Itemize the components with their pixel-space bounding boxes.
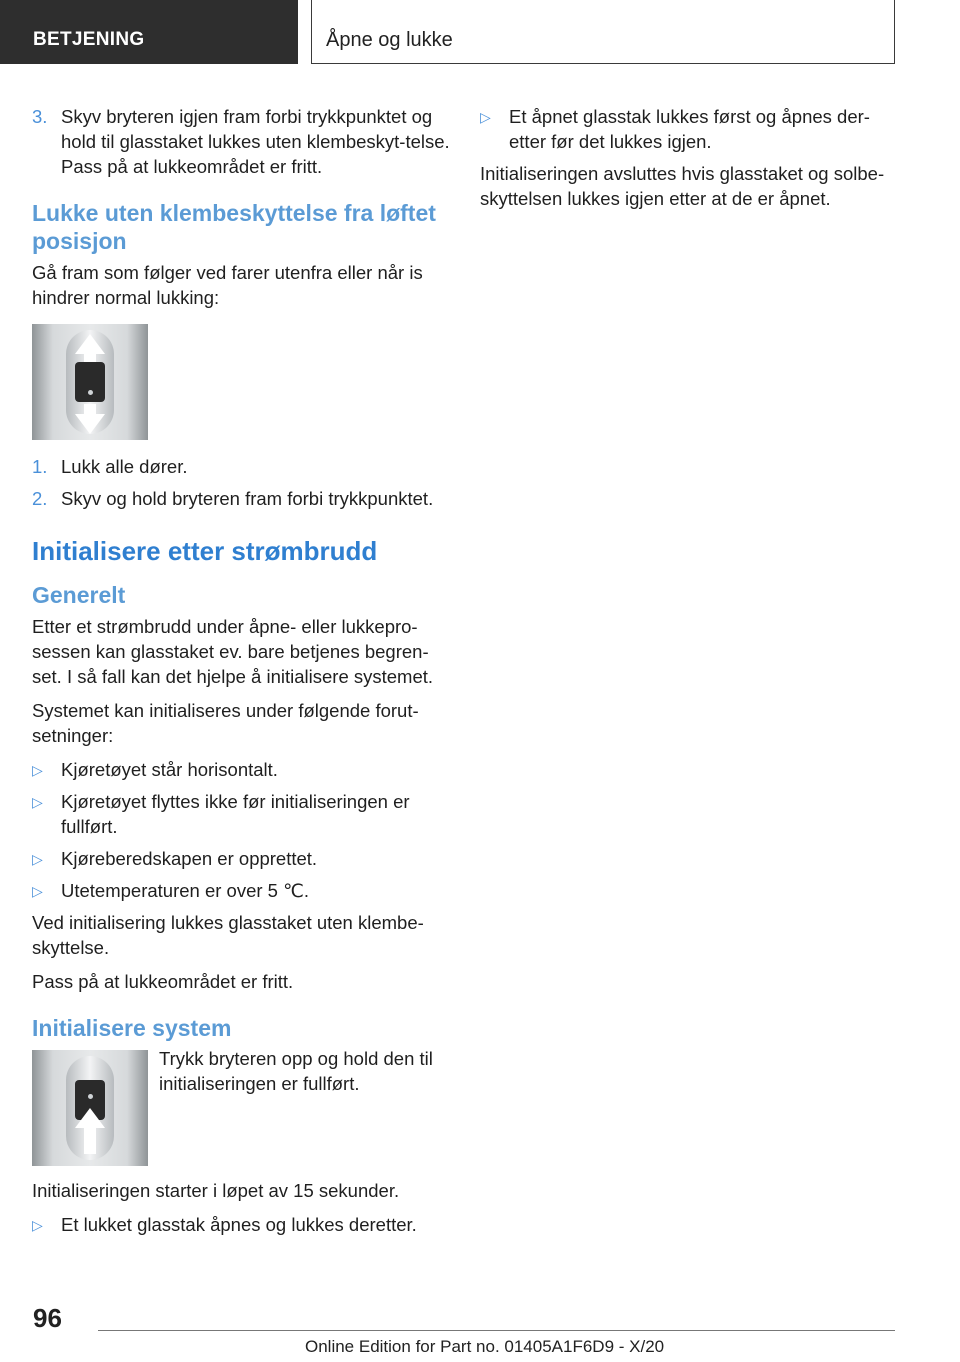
paragraph-init-start: Initialiseringen starter i løpet av 15 sekunder. [32,1180,400,1201]
paragraph-general-1: Etter et strømbrudd under åpne- eller lukkepro-sessen kan glasstaket ev. bare betjenes begren-set. I så fall kan det hjelpe å initialisere systemet. [32,616,434,687]
step-text: Lukk alle dører. [61,456,188,477]
step-2 [32,486,452,511]
paragraph-close-lifted: Gå fram som følger ved farer utenfra eller når is hindrer normal lukking: [32,262,423,308]
paragraph-general-4: Pass på at lukkeområdet er fritt. [32,971,294,992]
step-number: 2. [32,488,48,509]
step-text: Skyv og hold bryteren fram forbi trykkpunktet. [61,488,434,509]
condition-item [32,878,452,903]
heading-close-lifted: Lukke uten klembeskyttelse fra løftet posisjon [32,200,436,254]
condition-text: Kjøretøyet står horisontalt. [61,759,278,780]
bullet-item [32,1212,452,1237]
bullet-text: Et åpnet glasstak lukkes først og åpnes der-etter før det lukkes igjen. [509,106,870,152]
condition-item [32,846,452,871]
section-label: BETJENING [33,29,145,50]
paragraph-general-2: Systemet kan initialiseres under følgende forut-setninger: [32,700,419,746]
step-text: Skyv bryteren igjen fram forbi trykkpunktet og hold til glasstaket lukkes uten klembeskyt-telse. Pass på at lukkeområdet er fritt. [61,106,450,177]
chapter-title: Åpne og lukke [326,29,453,51]
condition-item [32,757,452,782]
step-1 [32,454,452,479]
switch-illustration-up [32,1050,148,1166]
condition-item [32,789,452,839]
heading-init-after-outage: Initialisere etter strømbrudd [32,536,378,566]
right-column [480,104,900,220]
step-number: 3. [32,106,48,127]
bullet-triangle-icon: ▷ [480,109,491,125]
step-number: 1. [32,456,48,477]
condition-text: Kjøreberedskapen er opprettet. [61,848,318,869]
condition-text: Kjøretøyet flyttes ikke før initialiseringen er fullført. [61,791,410,837]
init-system-figure [32,1050,452,1166]
bullet-triangle-icon: ▷ [32,762,43,778]
paragraph-init-system-instruction: Trykk bryteren opp og hold den til initialiseringen er fullført. [159,1048,433,1094]
step-3 [32,104,452,179]
edition-text: Online Edition for Part no. 01405A1F6D9 - X/20 [305,1337,665,1356]
page-number: 96 [33,1303,62,1333]
switch-illustration-up-down [32,324,148,440]
paragraph-general-3: Ved initialisering lukkes glasstaket uten klembe-skyttelse. [32,912,424,958]
left-column [32,104,452,1244]
heading-general: Generelt [32,582,126,608]
bullet-item [480,104,900,154]
section-tab [0,0,298,64]
bullet-triangle-icon: ▷ [32,851,43,867]
condition-text: Utetemperaturen er over 5 ℃. [61,880,310,901]
bullet-triangle-icon: ▷ [32,1217,43,1233]
heading-init-system: Initialisere system [32,1015,232,1041]
bullet-text: Et lukket glasstak åpnes og lukkes deretter. [61,1214,417,1235]
footer-divider [98,1330,895,1331]
bullet-triangle-icon: ▷ [32,883,43,899]
bullet-triangle-icon: ▷ [32,794,43,810]
paragraph-init-end: Initialiseringen avsluttes hvis glasstaket og solbe-skyttelsen lukkes igjen etter at de er åpnet. [480,163,885,209]
chapter-tab [311,0,895,64]
